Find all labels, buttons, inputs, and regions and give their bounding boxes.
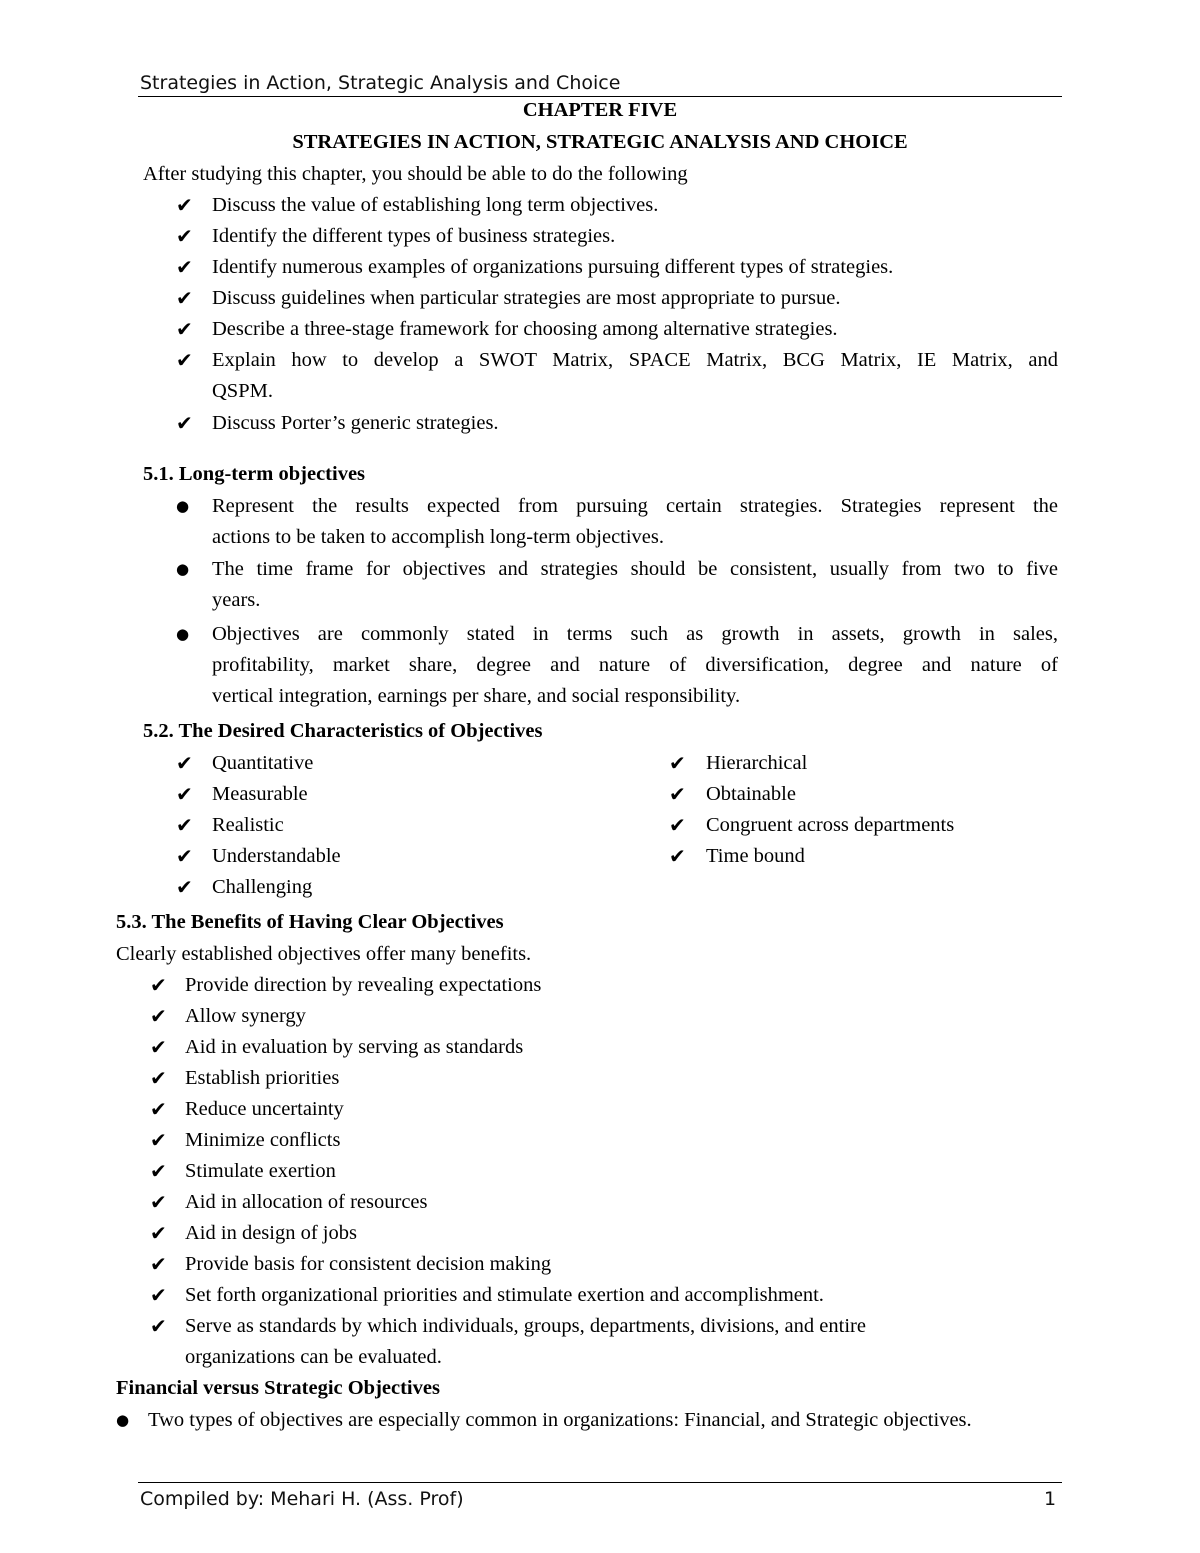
bullet-item: The time frame for objectives and strategies should be consistent, usually from two to five — [212, 558, 1058, 580]
bullet-icon: ● — [176, 497, 190, 515]
bullet-item-continuation: years. — [212, 589, 261, 611]
checkmark-icon: ✔ — [150, 1035, 167, 1059]
bullet-item: Objectives are commonly stated in terms such as growth in assets, growth in sales, — [212, 623, 1058, 645]
list-item-continuation: QSPM. — [212, 380, 273, 402]
benefit-item: Serve as standards by which individuals, groups, departments, divisions, and entire — [185, 1315, 866, 1337]
benefit-item-continuation: organizations can be evaluated. — [185, 1346, 442, 1368]
running-header: Strategies in Action, Strategic Analysis and Choice — [140, 72, 621, 94]
list-item: Discuss Porter’s generic strategies. — [212, 412, 499, 434]
checkmark-icon: ✔ — [150, 1190, 167, 1214]
bullet-icon: ● — [116, 1411, 130, 1429]
checkmark-icon: ✔ — [176, 193, 193, 217]
checkmark-icon: ✔ — [150, 1314, 167, 1338]
benefit-item: Set forth organizational priorities and stimulate exertion and accomplishment. — [185, 1284, 824, 1306]
intro-lead: After studying this chapter, you should be able to do the following — [143, 163, 688, 185]
checkmark-icon: ✔ — [176, 317, 193, 341]
benefit-item: Stimulate exertion — [185, 1160, 336, 1182]
chapter-title: CHAPTER FIVE — [522, 99, 678, 121]
benefit-item: Minimize conflicts — [185, 1129, 341, 1151]
checkmark-icon: ✔ — [150, 1128, 167, 1152]
bullet-item-continuation: profitability, market share, degree and nature of diversification, degree and nature of — [212, 654, 1058, 676]
characteristic-item: Understandable — [212, 845, 341, 867]
characteristic-item: Realistic — [212, 814, 284, 836]
checkmark-icon: ✔ — [176, 813, 193, 837]
checkmark-icon: ✔ — [150, 1097, 167, 1121]
benefit-item: Aid in design of jobs — [185, 1222, 357, 1244]
benefit-item: Allow synergy — [185, 1005, 306, 1027]
section-heading-financial: Financial versus Strategic Objectives — [116, 1377, 440, 1399]
bullet-item: Two types of objectives are especially common in organizations: Financial, and Strategic objectives. — [148, 1409, 972, 1431]
checkmark-icon: ✔ — [176, 348, 193, 372]
checkmark-icon: ✔ — [669, 813, 686, 837]
benefit-item: Provide basis for consistent decision making — [185, 1253, 552, 1275]
checkmark-icon: ✔ — [176, 844, 193, 868]
characteristic-item: Quantitative — [212, 752, 314, 774]
bullet-item-continuation: vertical integration, earnings per share, and social responsibility. — [212, 685, 741, 707]
checkmark-icon: ✔ — [176, 751, 193, 775]
section-lead: Clearly established objectives offer many benefits. — [116, 943, 532, 965]
checkmark-icon: ✔ — [176, 255, 193, 279]
section-heading-5-2: 5.2. The Desired Characteristics of Objectives — [143, 720, 543, 742]
checkmark-icon: ✔ — [150, 1283, 167, 1307]
benefit-item: Establish priorities — [185, 1067, 340, 1089]
checkmark-icon: ✔ — [150, 1004, 167, 1028]
bullet-icon: ● — [176, 560, 190, 578]
bullet-icon: ● — [176, 625, 190, 643]
footer-rule — [138, 1482, 1062, 1483]
list-item: Identify numerous examples of organizations pursuing different types of strategies. — [212, 256, 894, 278]
characteristic-item: Time bound — [706, 845, 805, 867]
characteristic-item: Congruent across departments — [706, 814, 955, 836]
checkmark-icon: ✔ — [150, 1252, 167, 1276]
checkmark-icon: ✔ — [150, 1066, 167, 1090]
benefit-item: Aid in allocation of resources — [185, 1191, 428, 1213]
list-item: Identify the different types of business strategies. — [212, 225, 616, 247]
checkmark-icon: ✔ — [150, 1159, 167, 1183]
characteristic-item: Obtainable — [706, 783, 796, 805]
footer-compiled-by: Compiled by: Mehari H. (Ass. Prof) — [140, 1488, 464, 1510]
checkmark-icon: ✔ — [669, 844, 686, 868]
bullet-item-continuation: actions to be taken to accomplish long-term objectives. — [212, 526, 665, 548]
chapter-subtitle: STRATEGIES IN ACTION, STRATEGIC ANALYSIS AND CHOICE — [292, 131, 908, 153]
bullet-item: Represent the results expected from pursuing certain strategies. Strategies represent the — [212, 495, 1058, 517]
characteristic-item: Hierarchical — [706, 752, 808, 774]
checkmark-icon: ✔ — [669, 751, 686, 775]
characteristic-item: Challenging — [212, 876, 313, 898]
benefit-item: Provide direction by revealing expectations — [185, 974, 542, 996]
list-item: Describe a three-stage framework for choosing among alternative strategies. — [212, 318, 838, 340]
checkmark-icon: ✔ — [150, 1221, 167, 1245]
benefit-item: Reduce uncertainty — [185, 1098, 344, 1120]
section-heading-5-1: 5.1. Long-term objectives — [143, 463, 366, 485]
checkmark-icon: ✔ — [176, 875, 193, 899]
benefit-item: Aid in evaluation by serving as standards — [185, 1036, 524, 1058]
checkmark-icon: ✔ — [669, 782, 686, 806]
checkmark-icon: ✔ — [176, 782, 193, 806]
characteristic-item: Measurable — [212, 783, 308, 805]
checkmark-icon: ✔ — [176, 286, 193, 310]
list-item: Discuss guidelines when particular strategies are most appropriate to pursue. — [212, 287, 841, 309]
list-item: Explain how to develop a SWOT Matrix, SPACE Matrix, BCG Matrix, IE Matrix, and — [212, 349, 1058, 371]
page-number: 1 — [1044, 1488, 1057, 1510]
section-heading-5-3: 5.3. The Benefits of Having Clear Objectives — [116, 911, 504, 933]
checkmark-icon: ✔ — [176, 411, 193, 435]
checkmark-icon: ✔ — [150, 973, 167, 997]
checkmark-icon: ✔ — [176, 224, 193, 248]
list-item: Discuss the value of establishing long term objectives. — [212, 194, 659, 216]
